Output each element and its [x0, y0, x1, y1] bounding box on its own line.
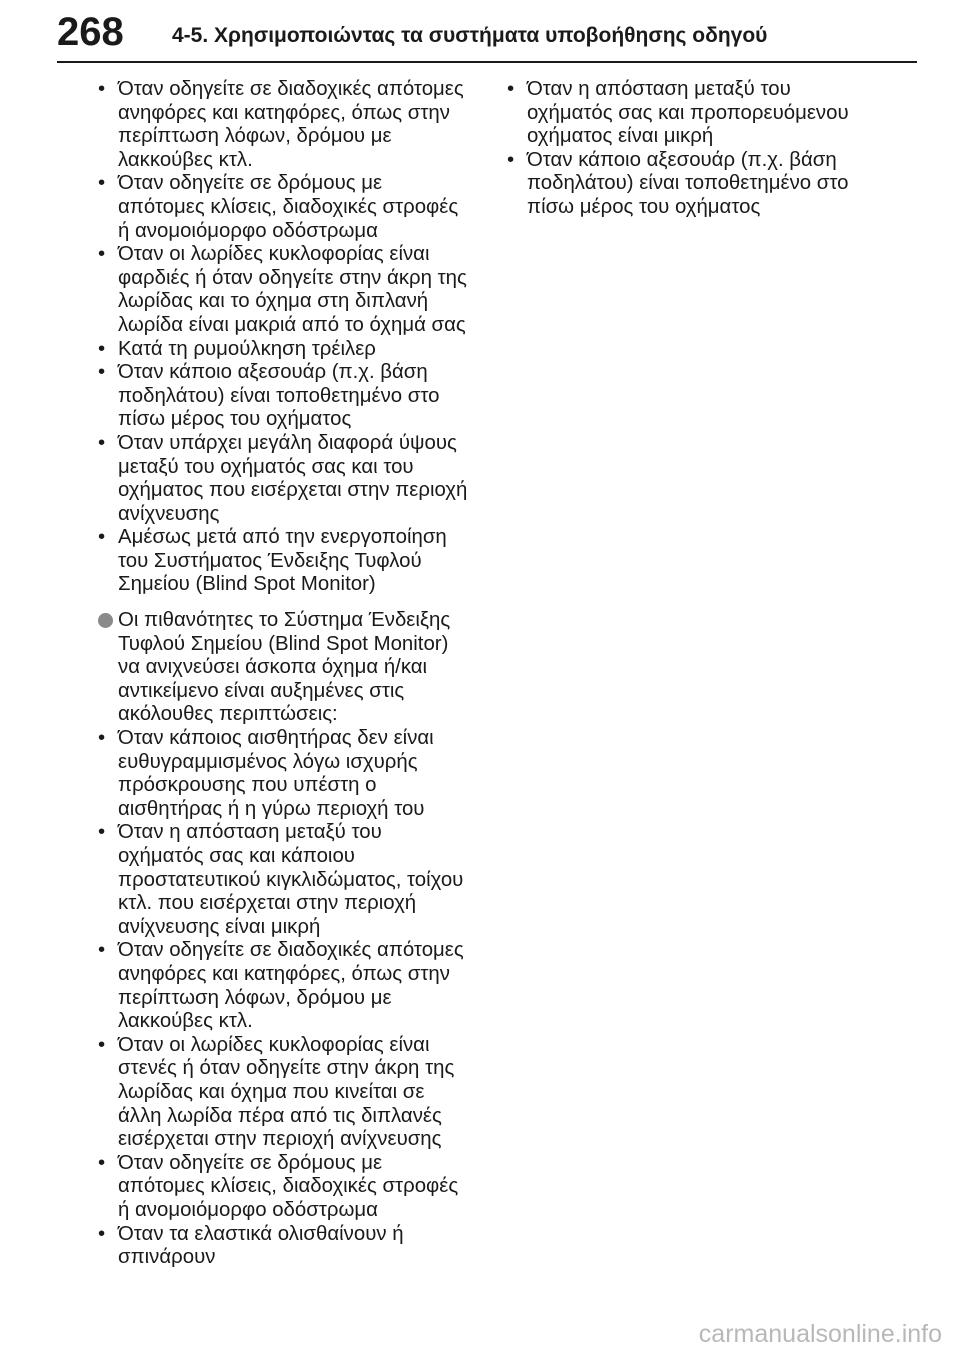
list-item: • Όταν οδηγείτε σε διαδοχικές απότομες ανηφόρες και κατηφόρες, όπως στην περίπτωση λόφων, δρόμου με λακκούβες κτλ.: [98, 939, 470, 1033]
list-item: • Όταν κάποιος αισθητήρας δεν είναι ευθυγραμμισμένος λόγω ισχυρής πρόσκρουσης που υπέστη ο αισθητήρας ή η γύρω περιοχή του: [98, 727, 470, 821]
list-item: • Όταν οδηγείτε σε δρόμους με απότομες κλίσεις, διαδοχικές στροφές ή ανομοιόμορφο οδόστρωμα: [98, 172, 470, 243]
watermark: carmanualsonline.info: [698, 1320, 942, 1348]
list-item: • Αμέσως μετά από την ενεργοποίηση του Συστήματος Ένδειξης Τυφλού Σημείου (Blind Spot Monitor): [98, 526, 470, 597]
section-bullet-dot: [98, 613, 113, 628]
list-item: • Όταν κάποιο αξεσουάρ (π.χ. βάση ποδηλάτου) είναι τοποθετημένο στο πίσω μέρος του οχήματος: [98, 361, 470, 432]
list-item: • Όταν η απόσταση μεταξύ του οχήματός σας και προπορευόμενου οχήματος είναι μικρή: [507, 78, 879, 149]
list-item: • Όταν η απόσταση μεταξύ του οχήματός σας και κάποιου προστατευτικού κιγκλιδώματος, τοίχου κτλ. που εισέρχεται στην περιοχή ανίχνευσης είναι μικρή: [98, 821, 470, 939]
false-detection-section: [98, 609, 470, 1270]
left-column: [98, 78, 470, 1270]
page-number: 268: [57, 10, 124, 54]
page-header: [0, 0, 960, 72]
list-item: • Όταν οδηγείτε σε δρόμους με απότομες κλίσεις, διαδοχικές στροφές ή ανομοιόμορφο οδόστρωμα: [98, 1152, 470, 1223]
bullet-list: [98, 78, 470, 597]
right-column: [507, 78, 879, 220]
section-bullet-list: [98, 727, 470, 1270]
chapter-title: 4-5. Χρησιμοποιώντας τα συστήματα υποβοήθησης οδηγού: [172, 24, 768, 47]
list-item: • Κατά τη ρυμούλκηση τρέιλερ: [98, 338, 470, 362]
section-intro: Οι πιθανότητες το Σύστημα Ένδειξης Τυφλού Σημείου (Blind Spot Monitor) να ανιχνεύσει άσκοπα όχημα ή/και αντικείμενο είναι αυξημένες στις ακόλουθες περιπτώσεις:: [118, 609, 451, 726]
list-item: • Όταν τα ελαστικά ολισθαίνουν ή σπινάρουν: [98, 1223, 470, 1270]
header-divider: [57, 61, 917, 63]
list-item: • Όταν κάποιο αξεσουάρ (π.χ. βάση ποδηλάτου) είναι τοποθετημένο στο πίσω μέρος του οχήματος: [507, 149, 879, 220]
list-item: • Όταν οδηγείτε σε διαδοχικές απότομες ανηφόρες και κατηφόρες, όπως στην περίπτωση λόφων, δρόμου με λακκούβες κτλ.: [98, 78, 470, 172]
list-item: • Όταν οι λωρίδες κυκλοφορίας είναι φαρδιές ή όταν οδηγείτε στην άκρη της λωρίδας και το όχημα στη διπλανή λωρίδα είναι μακριά από το όχημά σας: [98, 243, 470, 337]
list-item: • Όταν υπάρχει μεγάλη διαφορά ύψους μεταξύ του οχήματός σας και του οχήματος που εισέρχεται στην περιοχή ανίχνευσης: [98, 432, 470, 526]
bullet-list: [507, 78, 879, 220]
list-item: • Όταν οι λωρίδες κυκλοφορίας είναι στενές ή όταν οδηγείτε στην άκρη της λωρίδας και όχημα που κινείται σε άλλη λωρίδα πέρα από τις διπλανές εισέρχεται στην περιοχή ανίχνευσης: [98, 1034, 470, 1152]
